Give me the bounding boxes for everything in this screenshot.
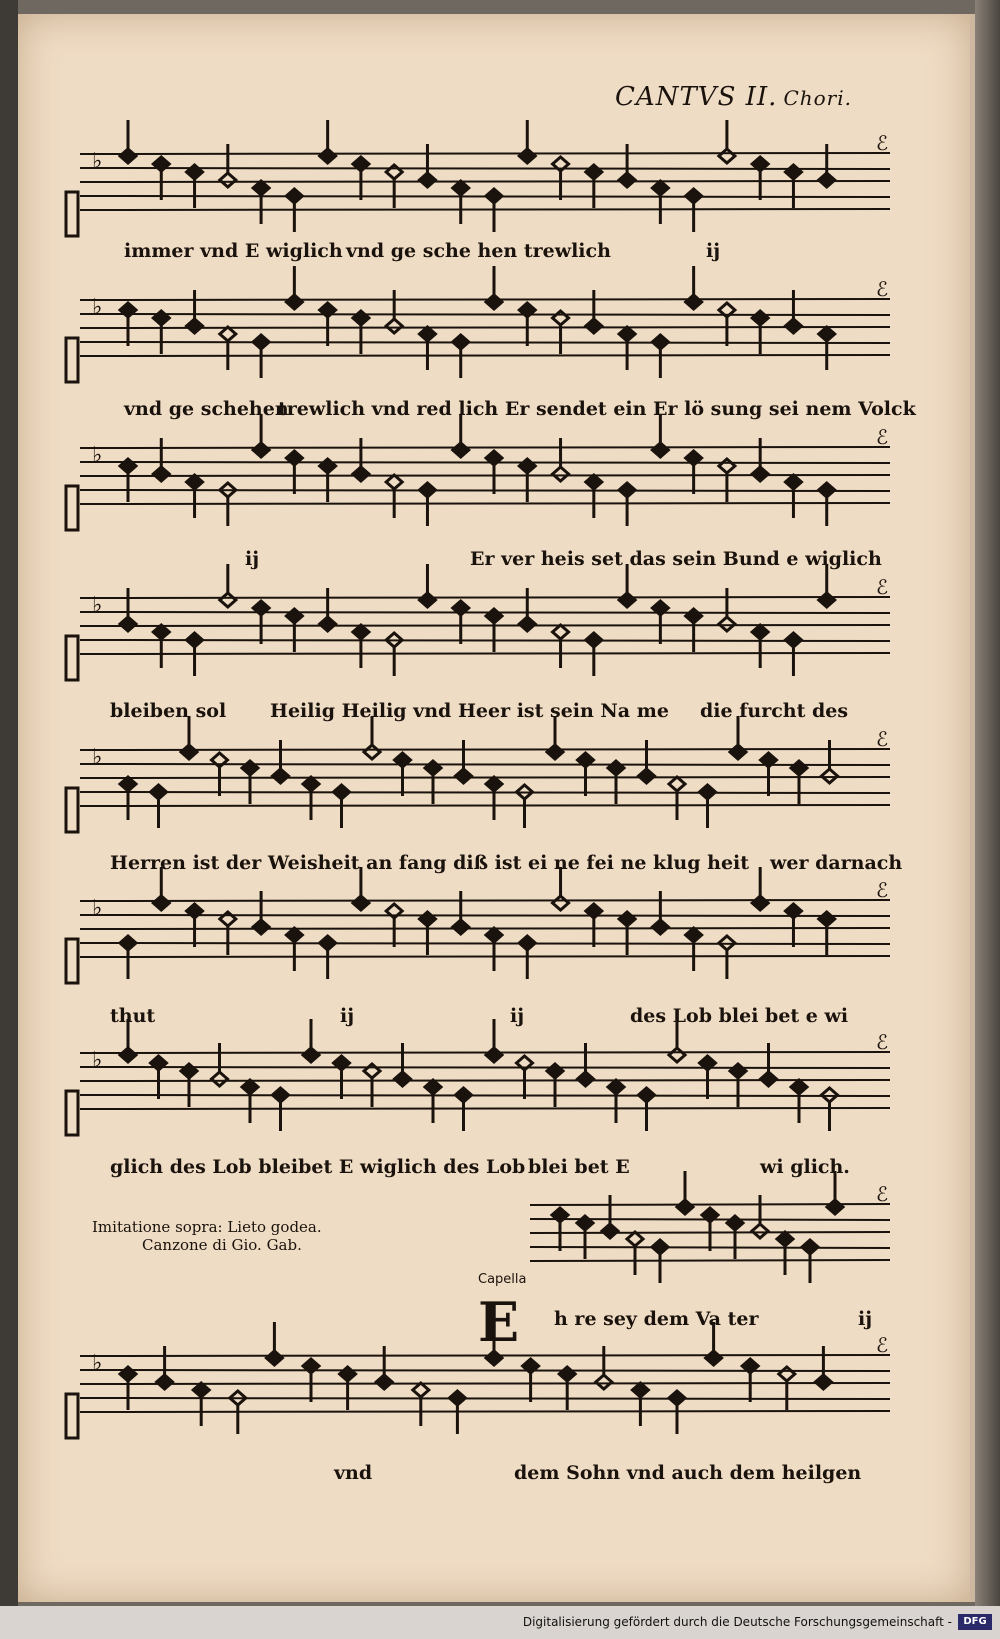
lyrics-initial-line xyxy=(540,1308,900,1338)
music-note-icon xyxy=(578,753,594,796)
music-note-icon xyxy=(157,1346,173,1389)
custos-icon: ℰ xyxy=(876,727,889,751)
music-note-icon xyxy=(419,327,435,370)
music-note-icon xyxy=(386,165,402,208)
page-header xyxy=(615,82,852,112)
music-note-icon xyxy=(419,912,435,955)
custos-icon: ℰ xyxy=(876,1030,889,1054)
lyrics-row-3 xyxy=(110,548,900,578)
music-note-icon xyxy=(619,144,635,187)
staff-line xyxy=(80,653,890,654)
staff xyxy=(530,1182,890,1263)
lyric: Herren ist der Weisheit an fang diß ist ei ne fei ne klug heit xyxy=(110,852,750,874)
staff-svg xyxy=(530,1182,890,1287)
music-note-icon xyxy=(286,928,302,971)
svg-text:♭: ♭ xyxy=(92,149,103,174)
music-note-icon xyxy=(752,438,768,481)
header-title: CANTVS II. xyxy=(615,82,778,112)
custos-icon: ℰ xyxy=(876,575,889,599)
staff-line xyxy=(80,153,890,154)
music-note-icon xyxy=(413,1383,429,1426)
music-note-icon xyxy=(242,1080,258,1123)
music-note-icon xyxy=(187,475,203,518)
music-note-icon xyxy=(181,1064,197,1107)
music-note-icon xyxy=(785,475,801,518)
music-note-icon xyxy=(486,777,502,820)
music-note-icon xyxy=(220,144,236,187)
staff xyxy=(80,277,890,358)
music-note-icon xyxy=(686,928,702,971)
staff-line xyxy=(80,209,890,210)
music-note-icon xyxy=(120,459,136,502)
music-note-icon xyxy=(815,1346,831,1389)
music-note-icon xyxy=(619,912,635,955)
staff xyxy=(80,727,890,808)
music-note-icon xyxy=(486,189,502,232)
staff-line xyxy=(80,749,890,750)
lyrics-row-7 xyxy=(110,1156,900,1186)
staff xyxy=(80,1030,890,1111)
capella-label: Capella xyxy=(478,1272,527,1287)
music-note-icon xyxy=(212,1043,228,1086)
custos-icon: ℰ xyxy=(876,878,889,902)
staff-svg xyxy=(80,131,890,236)
music-note-icon xyxy=(702,1208,718,1251)
music-note-icon xyxy=(453,181,469,224)
staff-line xyxy=(80,625,890,626)
staff-line xyxy=(530,1260,890,1261)
music-note-icon xyxy=(212,753,228,796)
lyric: wer darnach xyxy=(770,852,903,874)
music-note-icon xyxy=(453,891,469,934)
music-note-icon xyxy=(586,633,602,676)
custos-icon: ℰ xyxy=(876,1182,889,1206)
music-note-icon xyxy=(777,1232,793,1275)
music-note-icon xyxy=(395,753,411,796)
music-note-icon xyxy=(519,303,535,346)
staff-line xyxy=(80,462,890,463)
svg-text:♭: ♭ xyxy=(92,295,103,320)
staff-line xyxy=(80,168,890,169)
music-note-icon xyxy=(303,777,319,820)
music-note-icon xyxy=(187,290,203,333)
music-note-icon xyxy=(120,1367,136,1410)
music-note-icon xyxy=(353,311,369,354)
music-note-icon xyxy=(627,1232,643,1275)
music-note-icon xyxy=(519,588,535,631)
lyric: ij xyxy=(510,1005,525,1027)
music-note-icon xyxy=(386,904,402,947)
music-note-icon xyxy=(819,483,835,526)
music-note-icon xyxy=(752,625,768,668)
music-note-icon xyxy=(151,1056,167,1099)
music-note-icon xyxy=(353,157,369,200)
music-note-icon xyxy=(761,1043,777,1086)
music-note-icon xyxy=(652,335,668,378)
staff-line xyxy=(80,342,890,343)
lyric: trewlich vnd red lich Er sendet ein Er lö sung sei nem Volck xyxy=(278,398,916,420)
staff-line xyxy=(80,447,890,448)
lyric: immer vnd E wiglich xyxy=(124,240,343,262)
music-note-icon xyxy=(785,633,801,676)
music-note-icon xyxy=(586,165,602,208)
staff-line xyxy=(80,597,890,598)
music-note-icon xyxy=(353,438,369,481)
music-note-icon xyxy=(752,311,768,354)
music-note-icon xyxy=(193,1383,209,1426)
staff-svg xyxy=(80,575,890,680)
staff-line xyxy=(80,1355,890,1356)
music-note-icon xyxy=(719,303,735,346)
lyric: Heilig Heilig vnd Heer ist sein Na me xyxy=(270,700,669,722)
music-note-icon xyxy=(819,144,835,187)
staff xyxy=(80,878,890,959)
music-note-icon xyxy=(639,1088,655,1131)
music-note-icon xyxy=(586,290,602,333)
music-note-icon xyxy=(700,1056,716,1099)
music-note-icon xyxy=(334,1056,350,1099)
initial-letter: E xyxy=(478,1290,520,1354)
music-note-icon xyxy=(120,303,136,346)
lyric: die furcht des xyxy=(700,700,849,722)
music-note-icon xyxy=(187,904,203,947)
staff-line xyxy=(80,355,890,356)
music-note-icon xyxy=(187,165,203,208)
music-note-icon xyxy=(286,451,302,494)
music-note-icon xyxy=(486,609,502,652)
staff-line xyxy=(80,181,890,182)
music-note-icon xyxy=(719,459,735,502)
staff-line xyxy=(80,805,890,806)
music-note-icon xyxy=(669,1391,685,1434)
music-note-icon xyxy=(320,588,336,631)
book-binding-left xyxy=(0,0,18,1639)
music-note-icon xyxy=(340,1367,356,1410)
staff xyxy=(80,575,890,656)
custos-icon: ℰ xyxy=(876,425,889,449)
music-note-icon xyxy=(719,936,735,979)
lyric: ij xyxy=(245,548,260,570)
dfg-logo: DFG xyxy=(958,1614,992,1630)
lyric: Er ver heis set das sein Bund e wiglich xyxy=(470,548,882,570)
music-note-icon xyxy=(120,777,136,820)
footer-bar xyxy=(0,1606,1000,1639)
lyrics-row-8 xyxy=(110,1462,900,1492)
lyric: dem Sohn vnd auch dem heilgen xyxy=(514,1462,862,1484)
music-note-icon xyxy=(785,290,801,333)
lyric: glich des Lob bleibet E wiglich des Lob xyxy=(110,1156,526,1178)
music-note-icon xyxy=(253,891,269,934)
staff-line xyxy=(80,314,890,315)
staff-svg xyxy=(80,878,890,983)
music-note-icon xyxy=(453,601,469,644)
music-note-icon xyxy=(253,601,269,644)
music-note-icon xyxy=(686,609,702,652)
staff-svg xyxy=(80,277,890,382)
svg-text:♭: ♭ xyxy=(92,1351,103,1376)
music-note-icon xyxy=(303,1359,319,1402)
music-note-icon xyxy=(519,936,535,979)
music-note-icon xyxy=(819,912,835,955)
music-note-icon xyxy=(752,157,768,200)
imitation-line-1: Imitatione sopra: Lieto godea. xyxy=(92,1218,322,1236)
lyric: wi glich. xyxy=(760,1156,850,1178)
music-note-icon xyxy=(386,290,402,333)
music-note-icon xyxy=(486,928,502,971)
music-note-icon xyxy=(153,157,169,200)
custos-icon: ℰ xyxy=(876,1333,889,1357)
music-note-icon xyxy=(486,451,502,494)
music-note-icon xyxy=(456,740,472,783)
music-note-icon xyxy=(586,904,602,947)
music-note-icon xyxy=(802,1240,818,1283)
music-note-icon xyxy=(523,1359,539,1402)
lyric: vnd xyxy=(334,1462,373,1484)
lyric: ij xyxy=(858,1308,873,1330)
music-note-icon xyxy=(608,761,624,804)
music-note-icon xyxy=(608,1080,624,1123)
staff-svg xyxy=(80,727,890,832)
music-note-icon xyxy=(253,181,269,224)
staff xyxy=(80,1333,890,1414)
staff-svg xyxy=(80,1030,890,1135)
music-note-icon xyxy=(364,1064,380,1107)
lyrics-row-2 xyxy=(110,398,916,428)
music-note-icon xyxy=(553,311,569,354)
lyric: bleiben sol xyxy=(110,700,227,722)
header-subtitle: Chori. xyxy=(783,86,852,110)
music-note-icon xyxy=(517,1056,533,1099)
music-note-icon xyxy=(220,327,236,370)
lyric: ij xyxy=(340,1005,355,1027)
staff xyxy=(80,425,890,506)
imitation-note xyxy=(92,1218,322,1254)
music-note-icon xyxy=(779,1367,795,1410)
lyric: blei bet E xyxy=(528,1156,630,1178)
svg-text:♭: ♭ xyxy=(92,745,103,770)
staff-line xyxy=(80,928,890,929)
music-note-icon xyxy=(559,1367,575,1410)
music-note-icon xyxy=(286,609,302,652)
svg-text:♭: ♭ xyxy=(92,593,103,618)
lyric: vnd ge schehen xyxy=(124,398,289,420)
staff-line xyxy=(80,943,890,944)
staff-line xyxy=(80,1370,890,1371)
music-note-icon xyxy=(553,625,569,668)
svg-text:♭: ♭ xyxy=(92,1048,103,1073)
music-note-icon xyxy=(761,753,777,796)
music-note-icon xyxy=(686,451,702,494)
staff-line xyxy=(80,900,890,901)
music-note-icon xyxy=(153,311,169,354)
music-note-icon xyxy=(819,327,835,370)
music-note-icon xyxy=(395,1043,411,1086)
music-note-icon xyxy=(273,740,289,783)
lyric: thut xyxy=(110,1005,156,1027)
music-note-icon xyxy=(376,1346,392,1389)
lyric: des Lob blei bet e wi xyxy=(630,1005,849,1027)
custos-icon: ℰ xyxy=(876,131,889,155)
music-note-icon xyxy=(586,475,602,518)
music-note-icon xyxy=(791,1080,807,1123)
music-note-icon xyxy=(120,588,136,631)
lyrics-row-4 xyxy=(110,700,900,730)
custos-icon: ℰ xyxy=(876,277,889,301)
staff xyxy=(80,131,890,212)
staff-line xyxy=(80,915,890,916)
music-note-icon xyxy=(785,904,801,947)
music-note-icon xyxy=(652,601,668,644)
music-note-icon xyxy=(822,1088,838,1131)
music-note-icon xyxy=(386,475,402,518)
music-note-icon xyxy=(578,1043,594,1086)
music-note-icon xyxy=(652,891,668,934)
music-note-icon xyxy=(639,740,655,783)
music-note-icon xyxy=(785,165,801,208)
music-note-icon xyxy=(727,1216,743,1259)
music-note-icon xyxy=(153,438,169,481)
svg-text:♭: ♭ xyxy=(92,443,103,468)
lyrics-row-1 xyxy=(110,240,900,270)
music-note-icon xyxy=(577,1216,593,1259)
music-note-icon xyxy=(547,1064,563,1107)
staff-svg xyxy=(80,425,890,530)
staff-line xyxy=(80,299,890,300)
music-note-icon xyxy=(425,761,441,804)
music-note-icon xyxy=(686,189,702,232)
imitation-line-2: Canzone di Gio. Gab. xyxy=(142,1236,302,1254)
lyrics-row-6 xyxy=(110,1005,900,1035)
music-note-icon xyxy=(419,144,435,187)
staff-line xyxy=(80,956,890,957)
music-note-icon xyxy=(517,785,533,828)
music-note-icon xyxy=(619,327,635,370)
lyrics-row-5 xyxy=(110,852,903,882)
music-note-icon xyxy=(632,1383,648,1426)
music-note-icon xyxy=(220,912,236,955)
lyric: h re sey dem Va ter xyxy=(554,1308,759,1330)
svg-text:♭: ♭ xyxy=(92,896,103,921)
music-note-icon xyxy=(320,303,336,346)
music-note-icon xyxy=(353,625,369,668)
lyric: ij xyxy=(706,240,721,262)
lyric: vnd ge sche hen trewlich xyxy=(346,240,611,262)
staff-line xyxy=(80,1095,890,1096)
staff-line xyxy=(80,612,890,613)
book-edge-right xyxy=(975,0,1000,1639)
staff-svg xyxy=(80,1333,890,1438)
music-note-icon xyxy=(519,459,535,502)
music-note-icon xyxy=(742,1359,758,1402)
music-note-icon xyxy=(791,761,807,804)
staff-line xyxy=(80,490,890,491)
music-note-icon xyxy=(552,1208,568,1251)
music-note-icon xyxy=(153,625,169,668)
music-note-icon xyxy=(602,1195,618,1238)
music-note-icon xyxy=(652,181,668,224)
staff-line xyxy=(80,503,890,504)
music-note-icon xyxy=(425,1080,441,1123)
music-note-icon xyxy=(730,1064,746,1107)
music-note-icon xyxy=(553,157,569,200)
music-note-icon xyxy=(320,459,336,502)
footer-credit: Digitalisierung gefördert durch die Deutsche Forschungsgemeinschaft - xyxy=(522,1615,952,1629)
music-note-icon xyxy=(242,761,258,804)
music-note-icon xyxy=(669,777,685,820)
music-note-icon xyxy=(619,483,635,526)
staff-line xyxy=(80,1108,890,1109)
music-note-icon xyxy=(700,785,716,828)
